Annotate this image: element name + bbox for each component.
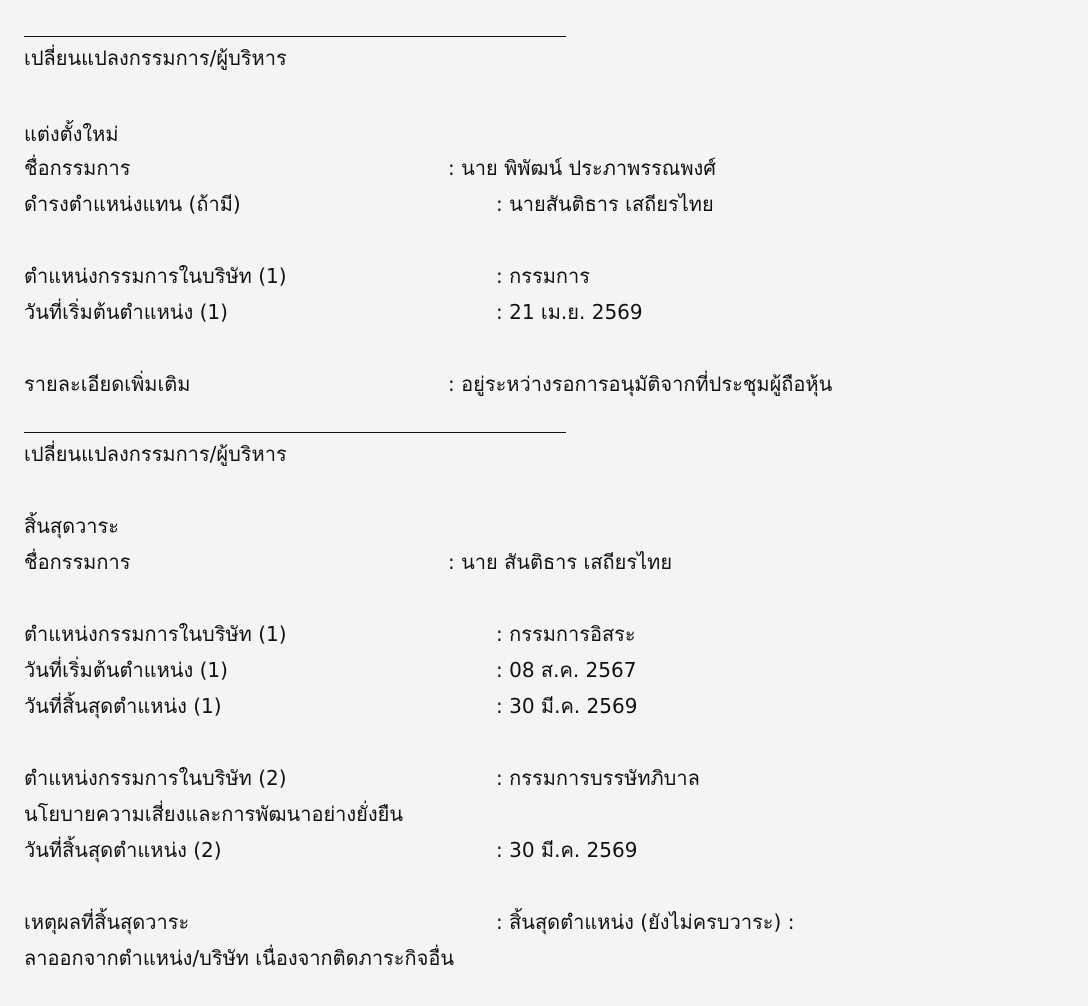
replacement-value: : นายสันติธาร เสถียรไทย (496, 192, 714, 216)
position-2-continuation: นโยบายความเสี่ยงและการพัฒนาอย่างยั่งยืน (24, 802, 404, 826)
position-1-label: ตำแหน่งกรรมการในบริษัท (1) (24, 264, 287, 288)
director-name-value: : นาย สันติธาร เสถียรไทย (448, 550, 673, 574)
end-date-1-label: วันที่สิ้นสุดตำแหน่ง (1) (24, 694, 222, 718)
position-2-value: : กรรมการบรรษัทภิบาล (496, 766, 700, 790)
section-heading: เปลี่ยนแปลงกรรมการ/ผู้บริหาร (24, 442, 287, 466)
section-divider (24, 432, 566, 433)
director-name-value: : นาย พิพัฒน์ ประภาพรรณพงศ์ (448, 156, 716, 180)
replacement-label: ดำรงตำแหน่งแทน (ถ้ามี) (24, 192, 241, 216)
position-1-label: ตำแหน่งกรรมการในบริษัท (1) (24, 622, 287, 646)
end-date-1-value: : 30 มี.ค. 2569 (496, 694, 638, 718)
director-name-label: ชื่อกรรมการ (24, 550, 131, 574)
details-label: รายละเอียดเพิ่มเติม (24, 372, 191, 396)
termination-reason-label: เหตุผลที่สิ้นสุดวาระ (24, 910, 190, 934)
end-date-2-value: : 30 มี.ค. 2569 (496, 838, 638, 862)
position-1-value: : กรรมการอิสระ (496, 622, 636, 646)
position-1-value: : กรรมการ (496, 264, 590, 288)
termination-reason-continuation: ลาออกจากตำแหน่ง/บริษัท เนื่องจากติดภาระกิจอื่น (24, 946, 455, 970)
start-date-1-value: : 21 เม.ย. 2569 (496, 300, 643, 324)
termination-reason-value: : สิ้นสุดตำแหน่ง (ยังไม่ครบวาระ) : (496, 910, 795, 934)
director-name-label: ชื่อกรรมการ (24, 156, 131, 180)
start-date-1-label: วันที่เริ่มต้นตำแหน่ง (1) (24, 300, 228, 324)
section-heading: เปลี่ยนแปลงกรรมการ/ผู้บริหาร (24, 46, 287, 70)
details-value: : อยู่ระหว่างรอการอนุมัติจากที่ประชุมผู้ถือหุ้น (448, 372, 833, 396)
position-2-label: ตำแหน่งกรรมการในบริษัท (2) (24, 766, 287, 790)
section-divider (24, 36, 566, 37)
start-date-1-label: วันที่เริ่มต้นตำแหน่ง (1) (24, 658, 228, 682)
start-date-1-value: : 08 ส.ค. 2567 (496, 658, 637, 682)
action-title: แต่งตั้งใหม่ (24, 122, 119, 146)
action-title: สิ้นสุดวาระ (24, 514, 120, 538)
end-date-2-label: วันที่สิ้นสุดตำแหน่ง (2) (24, 838, 222, 862)
